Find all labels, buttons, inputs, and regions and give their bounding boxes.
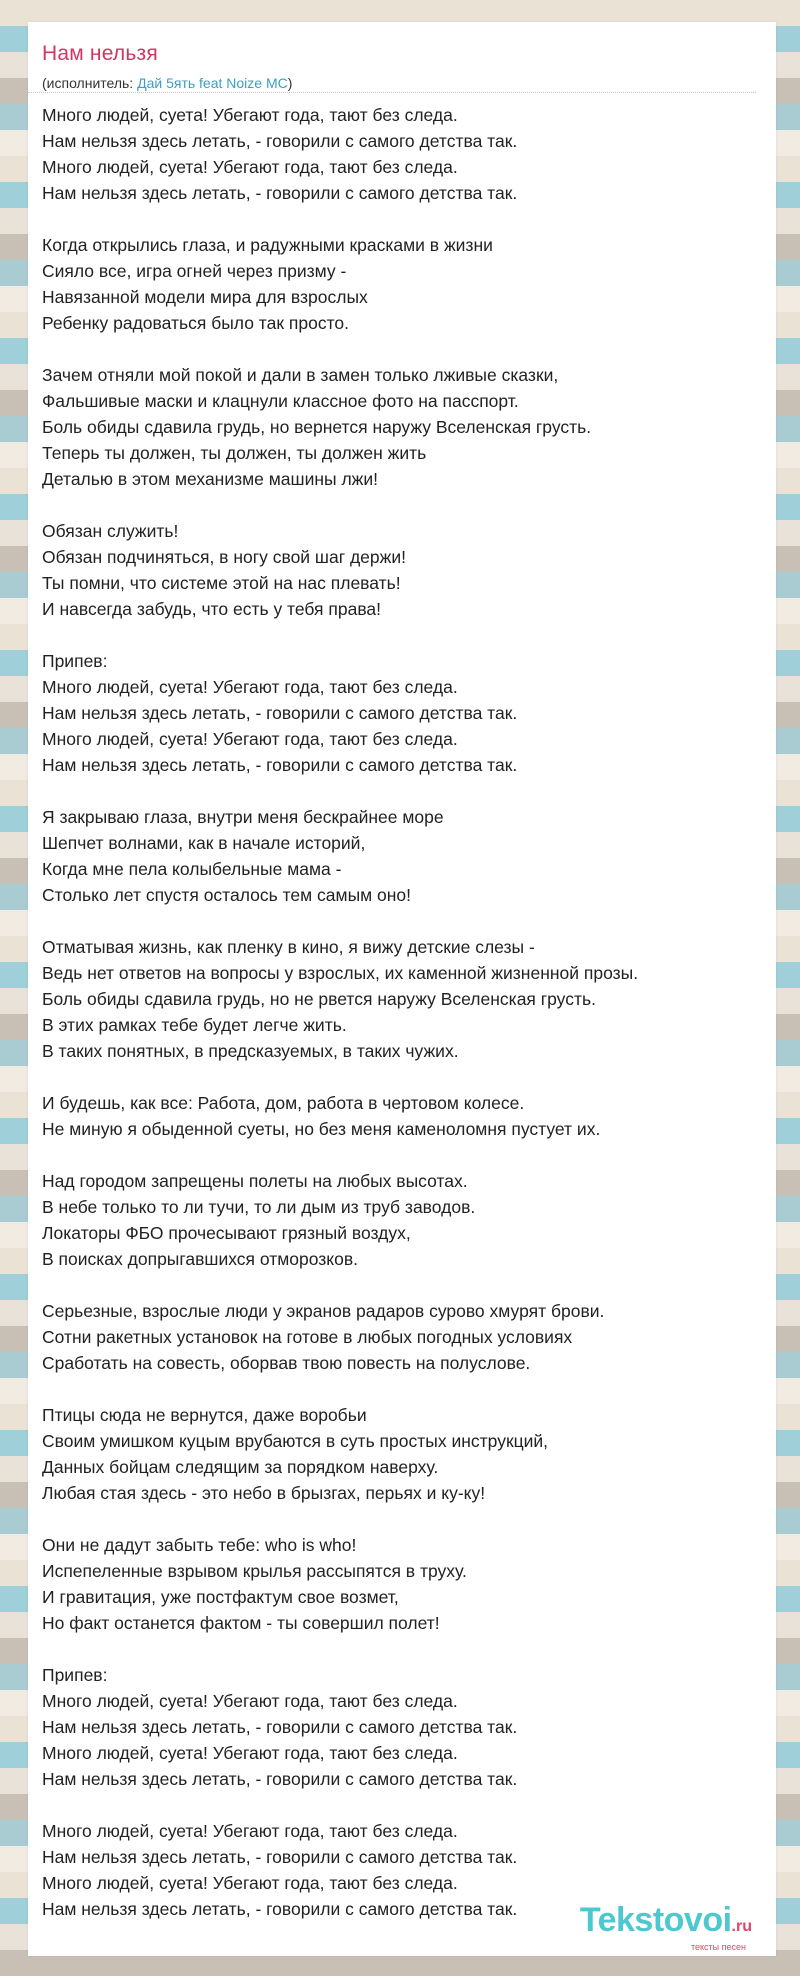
lyrics-line: Боль обиды сдавила грудь, но вернется наружу Вселенская грусть. <box>42 417 592 437</box>
lyrics-stanza <box>42 362 762 492</box>
lyrics-line: Обязан подчиняться, в ногу свой шаг держи! <box>42 547 406 567</box>
lyrics-stanza <box>42 1662 762 1792</box>
lyrics-line: Своим умишком куцым врубаются в суть простых инструкций, <box>42 1431 549 1451</box>
lyrics-line: Ведь нет ответов на вопросы у взрослых, их каменной жизненной прозы. <box>42 963 639 983</box>
lyrics-line: В небе только то ли тучи, то ли дым из труб заводов. <box>42 1197 476 1217</box>
lyrics-line: Нам нельзя здесь летать, - говорили с самого детства так. <box>42 703 518 723</box>
lyrics-line: И навсегда забудь, что есть у тебя права! <box>42 599 382 619</box>
artist-prefix: (исполнитель: <box>42 75 138 91</box>
lyrics-line: Много людей, суета! Убегают года, тают без следа. <box>42 1691 458 1711</box>
lyrics-line: В таких понятных, в предсказуемых, в таких чужих. <box>42 1041 459 1061</box>
lyrics-line: Нам нельзя здесь летать, - говорили с самого детства так. <box>42 1769 518 1789</box>
lyrics-stanza <box>42 102 762 206</box>
lyrics-line: В этих рамках тебе будет легче жить. <box>42 1015 347 1035</box>
tekstovoi-logo[interactable] <box>580 1903 752 1952</box>
lyrics-stanza <box>42 648 762 778</box>
lyrics-stanza <box>42 518 762 622</box>
lyrics-line: Птицы сюда не вернутся, даже воробьи <box>42 1405 367 1425</box>
lyrics-line: Нам нельзя здесь летать, - говорили с самого детства так. <box>42 131 518 151</box>
lyrics-line: Локаторы ФБО прочесывают грязный воздух, <box>42 1223 411 1243</box>
lyrics-line: Я закрываю глаза, внутри меня бескрайнее море <box>42 807 444 827</box>
lyrics-line: Много людей, суета! Убегают года, тают без следа. <box>42 729 458 749</box>
lyrics-line: Много людей, суета! Убегают года, тают без следа. <box>42 1873 458 1893</box>
lyrics-line: Много людей, суета! Убегают года, тают без следа. <box>42 105 458 125</box>
lyrics-line: Нам нельзя здесь летать, - говорили с самого детства так. <box>42 1717 518 1737</box>
lyrics-line: Сияло все, игра огней через призму - <box>42 261 347 281</box>
lyrics-stanza <box>42 1090 762 1142</box>
lyrics-line: Боль обиды сдавила грудь, но не рвется наружу Вселенская грусть. <box>42 989 596 1009</box>
lyrics-line: Фальшивые маски и клацнули классное фото на пасспорт. <box>42 391 519 411</box>
lyrics-line: Данных бойцам следящим за порядком наверху. <box>42 1457 439 1477</box>
lyrics-line: Когда мне пела колыбельные мама - <box>42 859 342 879</box>
logo-tld: .ru <box>731 1918 752 1935</box>
lyrics-line: Много людей, суета! Убегают года, тают без следа. <box>42 157 458 177</box>
lyrics-line: Шепчет волнами, как в начале историй, <box>42 833 366 853</box>
artist-suffix: ) <box>287 75 293 91</box>
lyrics-line: И будешь, как все: Работа, дом, работа в чертовом колесе. <box>42 1093 525 1113</box>
lyrics-line: Столько лет спустя осталось тем самым оно! <box>42 885 412 905</box>
lyrics-line: Много людей, суета! Убегают года, тают без следа. <box>42 677 458 697</box>
lyrics-line: Нам нельзя здесь летать, - говорили с самого детства так. <box>42 183 518 203</box>
lyrics-body <box>42 102 762 1948</box>
lyrics-line: Нам нельзя здесь летать, - говорили с самого детства так. <box>42 755 518 775</box>
song-title: Нам нельзя <box>42 42 158 65</box>
lyrics-line: И гравитация, уже постфактум свое возмет, <box>42 1587 399 1607</box>
artist-link[interactable]: Дай 5ять feat Noize MC <box>137 75 288 91</box>
lyrics-line: Сотни ракетных установок на готове в любых погодных условиях <box>42 1327 573 1347</box>
lyrics-line: Припев: <box>42 651 108 671</box>
lyrics-line: Навязанной модели мира для взрослых <box>42 287 368 307</box>
lyrics-line: Много людей, суета! Убегают года, тают без следа. <box>42 1821 458 1841</box>
lyrics-line: Теперь ты должен, ты должен, ты должен жить <box>42 443 427 463</box>
lyrics-line: Не миную я обыденной суеты, но без меня каменоломня пустует их. <box>42 1119 601 1139</box>
lyrics-line: Припев: <box>42 1665 108 1685</box>
lyrics-line: Отматывая жизнь, как пленку в кино, я вижу детские слезы - <box>42 937 535 957</box>
lyrics-line: Любая стая здесь - это небо в брызгах, перьях и ку-ку! <box>42 1483 486 1503</box>
lyrics-line: Зачем отняли мой покой и дали в замен только лживые сказки, <box>42 365 559 385</box>
lyrics-line: Деталью в этом механизме машины лжи! <box>42 469 379 489</box>
lyrics-card <box>28 22 776 1956</box>
lyrics-stanza <box>42 232 762 336</box>
lyrics-stanza <box>42 934 762 1064</box>
logo-brand: Tekstovoi <box>579 1901 732 1939</box>
lyrics-line: Ребенку радоваться было так просто. <box>42 313 349 333</box>
logo-tagline: тексты песен <box>690 1942 746 1952</box>
lyrics-line: Испепеленные взрывом крылья рассыпятся в труху. <box>42 1561 467 1581</box>
lyrics-line: Ты помни, что системе этой на нас плевать! <box>42 573 401 593</box>
lyrics-line: Сработать на совесть, оборвав твою повесть на полуслове. <box>42 1353 531 1373</box>
lyrics-line: Когда открылись глаза, и радужными красками в жизни <box>42 235 493 255</box>
lyrics-stanza <box>42 1298 762 1376</box>
lyrics-stanza <box>42 1532 762 1636</box>
lyrics-stanza <box>42 1168 762 1272</box>
lyrics-stanza <box>42 804 762 908</box>
lyrics-line: Много людей, суета! Убегают года, тают без следа. <box>42 1743 458 1763</box>
lyrics-stanza <box>42 1402 762 1506</box>
lyrics-line: Они не дадут забыть тебе: who is who! <box>42 1535 357 1555</box>
lyrics-line: Над городом запрещены полеты на любых высотах. <box>42 1171 468 1191</box>
lyrics-line: В поисках допрыгавшихся отморозков. <box>42 1249 359 1269</box>
lyrics-line: Серьезные, взрослые люди у экранов радаров сурово хмурят брови. <box>42 1301 605 1321</box>
header-divider <box>28 92 756 93</box>
lyrics-line: Нам нельзя здесь летать, - говорили с самого детства так. <box>42 1899 518 1919</box>
artist-line <box>42 75 292 91</box>
lyrics-line: Обязан служить! <box>42 521 179 541</box>
lyrics-line: Нам нельзя здесь летать, - говорили с самого детства так. <box>42 1847 518 1867</box>
lyrics-line: Но факт останется фактом - ты совершил полет! <box>42 1613 440 1633</box>
